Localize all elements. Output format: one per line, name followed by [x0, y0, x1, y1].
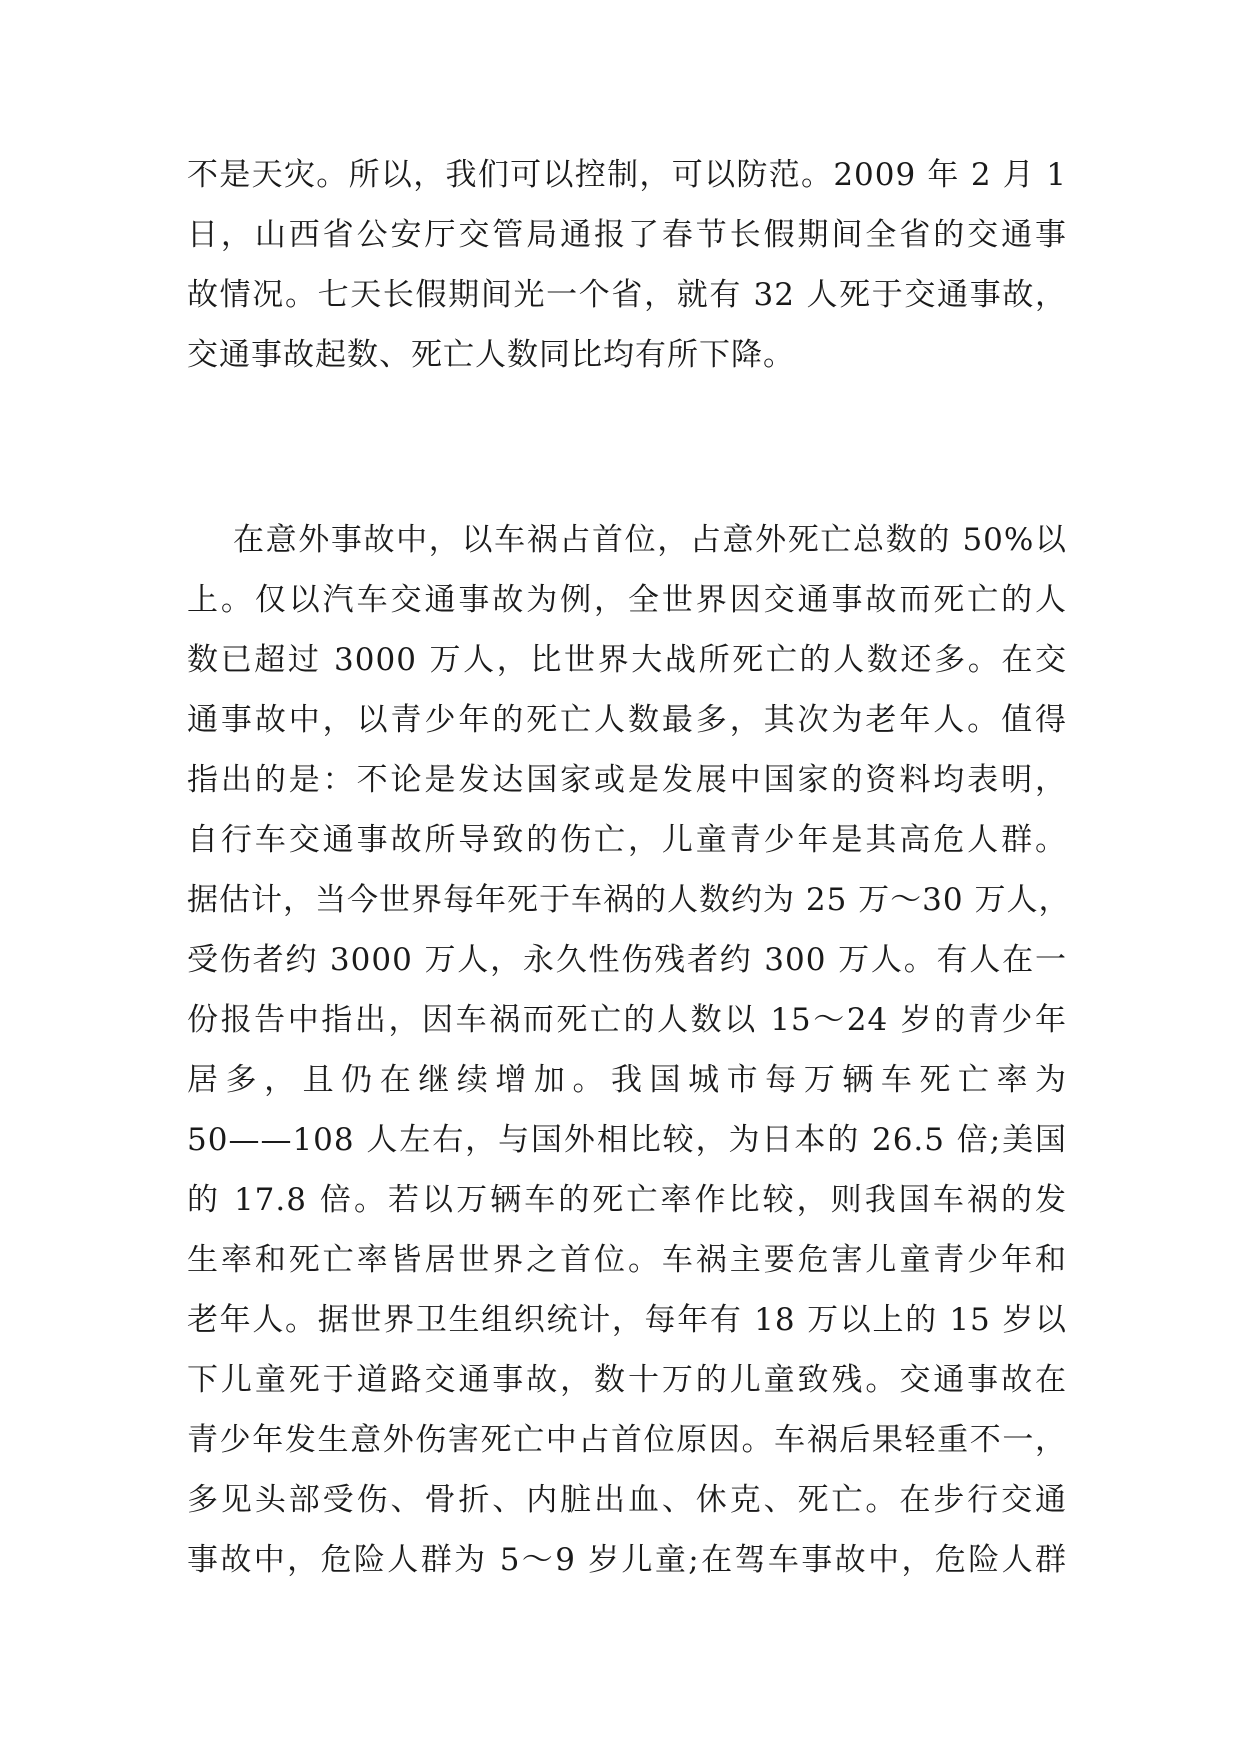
paragraph-line: 受伤者约 3000 万人，永久性伤残者约 300 万人。有人在一 — [187, 942, 1067, 978]
paragraph-line: 故情况。七天长假期间光一个省，就有 32 人死于交通事故， — [187, 277, 1067, 313]
paragraph-line: 数已超过 3000 万人，比世界大战所死亡的人数还多。在交 — [187, 642, 1067, 678]
paragraph-line: 居多，且仍在继续增加。我国城市每万辆车死亡率为 — [187, 1062, 1067, 1098]
paragraph-line: 通事故中，以青少年的死亡人数最多，其次为老年人。值得 — [187, 702, 1067, 738]
paragraph-line: 50——108 人左右，与国外相比较，为日本的 26.5 倍;美国 — [187, 1122, 1067, 1158]
paragraph-line: 交通事故起数、死亡人数同比均有所下降。 — [187, 337, 795, 373]
paragraph-line: 多见头部受伤、骨折、内脏出血、休克、死亡。在步行交通 — [187, 1482, 1067, 1518]
paragraph-line: 的 17.8 倍。若以万辆车的死亡率作比较，则我国车祸的发 — [187, 1182, 1067, 1218]
paragraph-line: 生率和死亡率皆居世界之首位。车祸主要危害儿童青少年和 — [187, 1242, 1067, 1278]
paragraph-line: 份报告中指出，因车祸而死亡的人数以 15～24 岁的青少年 — [187, 1002, 1067, 1038]
paragraph-line: 青少年发生意外伤害死亡中占首位原因。车祸后果轻重不一， — [187, 1422, 1067, 1458]
paragraph-line: 在意外事故中，以车祸占首位，占意外死亡总数的 50%以 — [233, 522, 1067, 558]
paragraph-line: 日，山西省公安厅交管局通报了春节长假期间全省的交通事 — [187, 217, 1067, 253]
paragraph-line: 老年人。据世界卫生组织统计，每年有 18 万以上的 15 岁以 — [187, 1302, 1067, 1338]
paragraph-line: 据估计，当今世界每年死于车祸的人数约为 25 万～30 万人， — [187, 882, 1071, 918]
paragraph-line: 事故中，危险人群为 5～9 岁儿童;在驾车事故中，危险人群 — [187, 1542, 1067, 1578]
paragraph-line: 自行车交通事故所导致的伤亡，儿童青少年是其高危人群。 — [187, 822, 1067, 858]
paragraph-line: 下儿童死于道路交通事故，数十万的儿童致残。交通事故在 — [187, 1362, 1067, 1398]
paragraph-line: 上。仅以汽车交通事故为例，全世界因交通事故而死亡的人 — [187, 582, 1067, 618]
paragraph-line: 指出的是：不论是发达国家或是发展中国家的资料均表明， — [187, 762, 1067, 798]
paragraph-line: 不是天灾。所以，我们可以控制，可以防范。2009 年 2 月 1 — [187, 157, 1067, 193]
